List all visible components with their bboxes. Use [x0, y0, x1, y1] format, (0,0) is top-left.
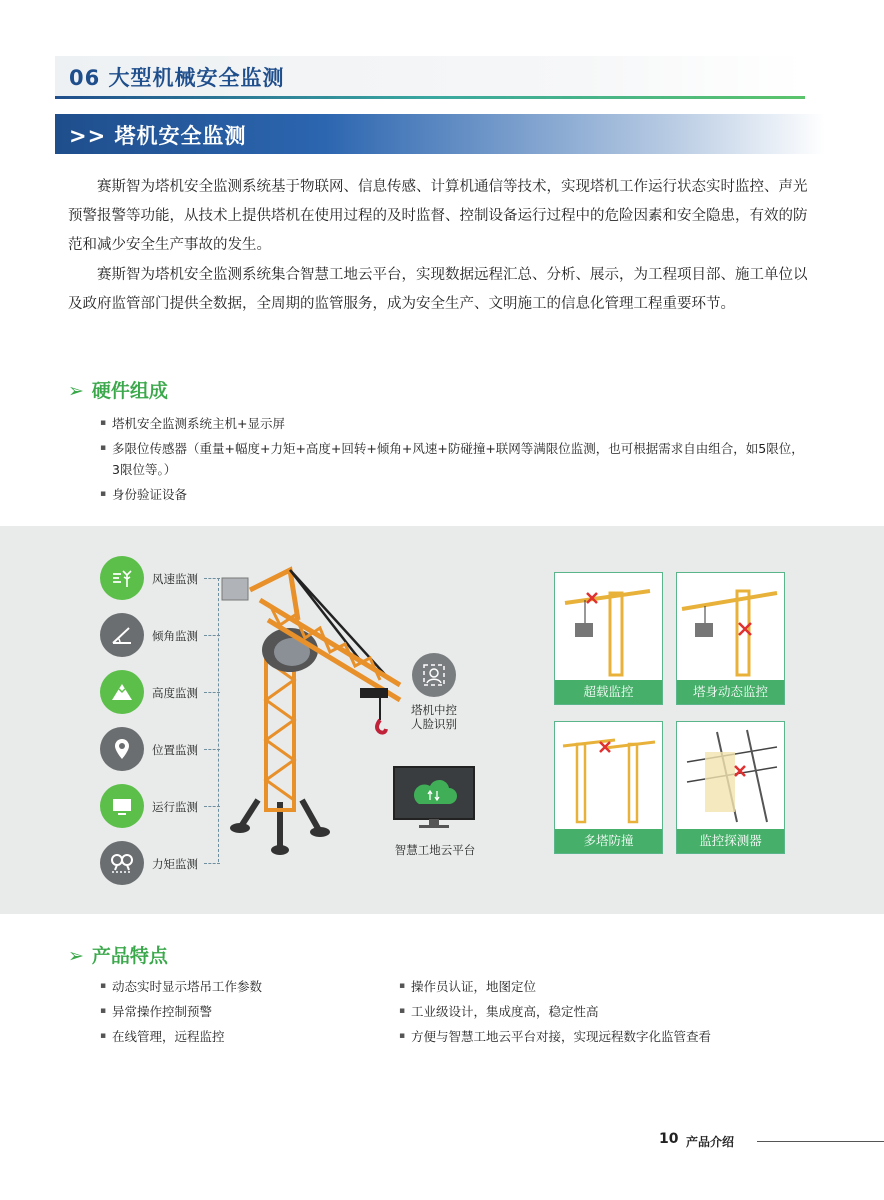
list-item: ▪ 方便与智慧工地云平台对接，实现远程数字化监管查看	[399, 1026, 819, 1047]
list-item: ▪ 塔机安全监测系统主机+显示屏	[100, 413, 810, 434]
dash-connector	[204, 578, 220, 579]
intro-paragraph-2: 赛斯智为塔机安全监测系统集合智慧工地云平台，实现数据远程汇总、分析、展示，为工程项目部、施工单位以及政府监管部门提供全数据，全周期的监管服务，成为安全生产、文明施工的信息化管理工程重要环节。	[68, 267, 808, 312]
multi-tower-anti-collision-card	[554, 721, 663, 854]
dash-connector	[204, 863, 220, 864]
hardware-list	[100, 413, 810, 509]
intro-paragraph-1: 赛斯智为塔机安全监测系统基于物联网、信息传感、计算机通信等技术，实现塔机工作运行状态实时监控、声光预警报警等功能，从技术上提供塔机在使用过程的及时监督、控制设备运行过程中的危险因素和安全隐患，有效的防范和减少安全生产事故的发生。	[68, 179, 808, 253]
list-item: ▪ 在线管理，远程监控	[100, 1026, 380, 1047]
hardware-title: 硬件组成	[91, 380, 168, 402]
list-item: ▪ 异常操作控制预警	[100, 1001, 380, 1022]
overload-card	[554, 572, 663, 705]
monitor-label: 力矩监测	[152, 857, 198, 871]
list-item: ▪ 操作员认证，地图定位	[399, 976, 819, 997]
tower-crane-illustration	[220, 560, 420, 860]
double-pin-icon	[100, 841, 144, 885]
cloud-label: 智慧工地云平台	[394, 843, 476, 857]
subsection-header	[55, 114, 825, 154]
list-item: ▪ 动态实时显示塔吊工作参数	[100, 976, 380, 997]
location-pin-icon	[100, 727, 144, 771]
card-caption: 多塔防撞	[555, 829, 662, 853]
card-caption: 监控探测器	[677, 829, 784, 853]
crane-thumbnail-icon	[555, 573, 662, 680]
monitor-label: 高度监测	[152, 686, 198, 700]
hardware-heading	[68, 376, 168, 403]
footer-divider	[757, 1141, 884, 1142]
face-recognition-icon	[412, 653, 456, 697]
list-item: ▪ 工业级设计，集成度高，稳定性高	[399, 1001, 819, 1022]
crane-thumbnail-icon	[555, 722, 662, 829]
crane-thumbnail-icon	[677, 573, 784, 680]
tower-dynamic-card	[676, 572, 785, 705]
features-list-right	[399, 976, 819, 1051]
features-list-left	[100, 976, 380, 1051]
features-title: 产品特点	[91, 945, 168, 967]
dash-connector	[204, 692, 220, 693]
card-caption: 塔身动态监控	[677, 680, 784, 704]
cloud-platform-monitor-icon	[393, 766, 475, 830]
list-item: ▪ 身份验证设备	[100, 484, 810, 505]
mountain-icon	[100, 670, 144, 714]
list-item: ▪ 多限位传感器（重量+幅度+力矩+高度+回转+倾角+风速+防碰撞+联网等满限位监测，也可根据需求自由组合，如5限位，3限位等。）	[100, 438, 810, 480]
arrow-icon: ➢	[68, 380, 84, 402]
footer-label: 产品介绍	[686, 1135, 735, 1149]
section-header	[55, 56, 805, 96]
wind-sensor-icon	[100, 556, 144, 600]
monitor-detector-card	[676, 721, 785, 854]
face-label-line-2: 人脸识别	[411, 717, 457, 731]
angle-icon	[100, 613, 144, 657]
section-title: 06 大型机械安全监测	[69, 66, 285, 90]
section-underline	[55, 96, 805, 99]
monitor-label: 倾角监测	[152, 629, 198, 643]
page-number: 10	[659, 1131, 679, 1147]
connector-line	[218, 578, 219, 862]
dash-connector	[204, 749, 220, 750]
monitor-label: 运行监测	[152, 800, 198, 814]
dash-connector	[204, 806, 220, 807]
features-heading	[68, 941, 168, 968]
crane-thumbnail-icon	[677, 722, 784, 829]
face-label	[405, 703, 463, 731]
subsection-title: >> 塔机安全监测	[69, 124, 247, 148]
arrow-icon: ➢	[68, 945, 84, 967]
face-label-line-1: 塔机中控	[411, 703, 457, 717]
dash-connector	[204, 635, 220, 636]
monitor-label: 位置监测	[152, 743, 198, 757]
card-caption: 超载监控	[555, 680, 662, 704]
monitor-label: 风速监测	[152, 572, 198, 586]
monitor-icon	[100, 784, 144, 828]
